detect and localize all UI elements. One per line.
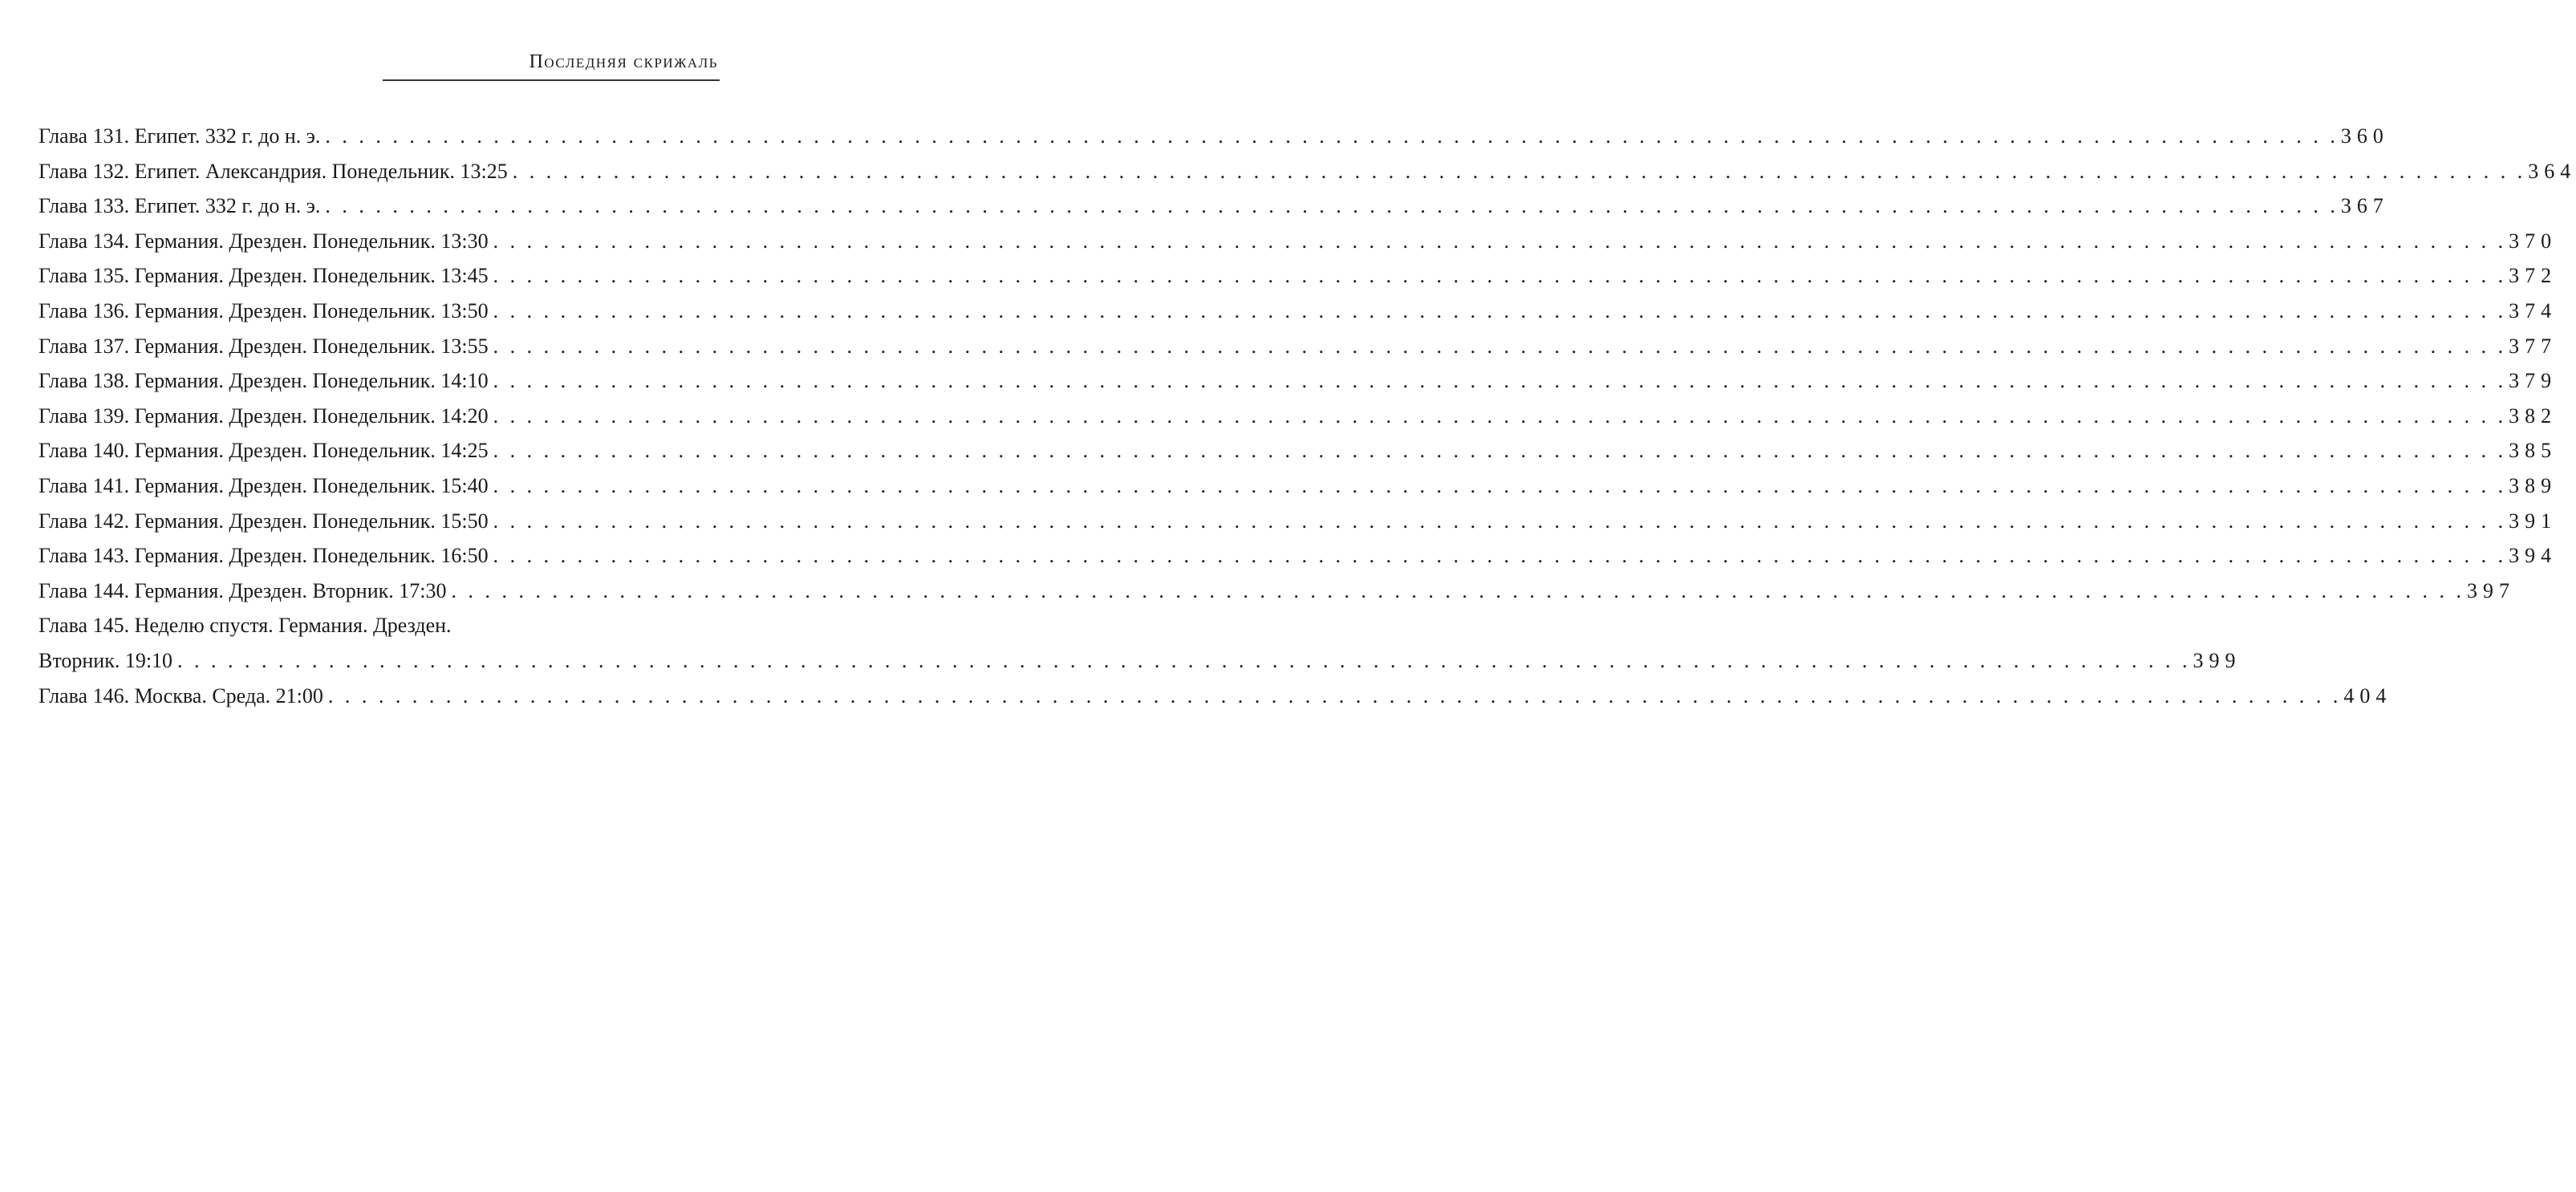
toc-entry-page: 382 xyxy=(2509,403,2558,428)
toc-entry xyxy=(39,332,2558,367)
toc-entry-page: 399 xyxy=(2193,648,2241,672)
toc-entry-title: Глава 144. Германия. Дрезден. Вторник. 17:30 xyxy=(39,578,447,602)
toc-entry xyxy=(39,682,2392,717)
toc-entry-title: Глава 145. Неделю спустя. Германия. Дрезден. xyxy=(39,614,452,638)
toc-entry-page: 385 xyxy=(2509,439,2558,463)
dot-leader: . . . . . . . . . . . . . . . . . . . . . . . . . . . . . . . . . . . . . . . . . . . . . . . . . . . . . . . . . . . . . . . . . . . . . . . . . . . . . . . . . . . . . . . . . . . . . . . . . . . . . . . . . . . . . . . . . . . . . . . . xyxy=(512,159,2526,183)
dot-leader: . . . . . . . . . . . . . . . . . . . . . . . . . . . . . . . . . . . . . . . . . . . . . . . . . . . . . . . . . . . . . . . . . . . . . . . . . . . . . . . . . . . . . . . . . . . . . . . . . . . . . . . . . . . . . . . . . . . . . . . . xyxy=(493,369,2507,393)
toc-entry-title: Глава 135. Германия. Дрезден. Понедельник. 13:45 xyxy=(39,264,489,288)
toc-entry-title: Глава 142. Германия. Дрезден. Понедельник. 15:50 xyxy=(39,509,489,533)
toc-entry-title: Глава 139. Германия. Дрезден. Понедельник. 14:20 xyxy=(39,403,489,428)
toc-entry-title: Глава 132. Египет. Александрия. Понедельник. 13:25 xyxy=(39,159,508,183)
toc-entry xyxy=(39,192,2389,227)
toc-entry-title: Глава 138. Германия. Дрезден. Понедельник. 14:10 xyxy=(39,369,489,393)
toc-entry-page: 379 xyxy=(2509,369,2558,393)
toc-entry-page: 397 xyxy=(2467,578,2515,602)
toc-entry xyxy=(39,262,2558,297)
toc-entry-page: 364 xyxy=(2528,159,2576,183)
table-of-contents xyxy=(39,122,2576,716)
toc-entry-title: Глава 137. Германия. Дрезден. Понедельник. 13:55 xyxy=(39,334,489,358)
dot-leader: . . . . . . . . . . . . . . . . . . . . . . . . . . . . . . . . . . . . . . . . . . . . . . . . . . . . . . . . . . . . . . . . . . . . . . . . . . . . . . . . . . . . . . . . . . . . . . . . . . . . . . . . . . . . . . . . . . . . . . . . xyxy=(493,334,2507,358)
dot-leader: . . . . . . . . . . . . . . . . . . . . . . . . . . . . . . . . . . . . . . . . . . . . . . . . . . . . . . . . . . . . . . . . . . . . . . . . . . . . . . . . . . . . . . . . . . . . . . . . . . . . . . . . . . . . . . . . . . . . . . . . xyxy=(493,509,2507,533)
toc-entry-title: Глава 146. Москва. Среда. 21:00 xyxy=(39,683,323,707)
toc-entry xyxy=(39,436,2558,472)
toc-entry-page: 404 xyxy=(2343,683,2392,707)
toc-entry-page: 389 xyxy=(2509,473,2558,497)
toc-entry-page: 367 xyxy=(2340,194,2389,218)
toc-entry-page: 374 xyxy=(2509,298,2558,322)
dot-leader: . . . . . . . . . . . . . . . . . . . . . . . . . . . . . . . . . . . . . . . . . . . . . . . . . . . . . . . . . . . . . . . . . . . . . . . . . . . . . . . . . . . . . . . . . . . . . . . . . . . . . . . . . . . . . . . . . . . . . . . . xyxy=(451,578,2464,602)
toc-entry-continuation xyxy=(39,647,2241,682)
toc-entry xyxy=(39,157,2576,193)
toc-entry-page: 370 xyxy=(2509,229,2558,253)
toc-entry-page: 372 xyxy=(2509,264,2558,288)
dot-leader: . . . . . . . . . . . . . . . . . . . . . . . . . . . . . . . . . . . . . . . . . . . . . . . . . . . . . . . . . . . . . . . . . . . . . . . . . . . . . . . . . . . . . . . . . . . . . . . . . . . . . . . . . . . . . . . . . . . . . . . . xyxy=(493,439,2507,463)
dot-leader: . . . . . . . . . . . . . . . . . . . . . . . . . . . . . . . . . . . . . . . . . . . . . . . . . . . . . . . . . . . . . . . . . . . . . . . . . . . . . . . . . . . . . . . . . . . . . . . . . . . . . . . . . . . . . . . . . . . . . . . . xyxy=(177,648,2191,672)
toc-entry xyxy=(39,611,727,647)
toc-entry-title: Глава 131. Египет. 332 г. до н. э. xyxy=(39,124,321,148)
toc-entry-page: 360 xyxy=(2340,124,2389,148)
dot-leader: . . . . . . . . . . . . . . . . . . . . . . . . . . . . . . . . . . . . . . . . . . . . . . . . . . . . . . . . . . . . . . . . . . . . . . . . . . . . . . . . . . . . . . . . . . . . . . . . . . . . . . . . . . . . . . . . . . . . . . . . xyxy=(325,124,2339,148)
toc-entry-page: 377 xyxy=(2509,334,2558,358)
dot-leader: . . . . . . . . . . . . . . . . . . . . . . . . . . . . . . . . . . . . . . . . . . . . . . . . . . . . . . . . . . . . . . . . . . . . . . . . . . . . . . . . . . . . . . . . . . . . . . . . . . . . . . . . . . . . . . . . . . . . . . . . xyxy=(493,544,2507,568)
toc-entry-title: Глава 143. Германия. Дрезден. Понедельник. 16:50 xyxy=(39,544,489,568)
dot-leader: . . . . . . . . . . . . . . . . . . . . . . . . . . . . . . . . . . . . . . . . . . . . . . . . . . . . . . . . . . . . . . . . . . . . . . . . . . . . . . . . . . . . . . . . . . . . . . . . . . . . . . . . . . . . . . . . . . . . . . . . xyxy=(493,473,2507,497)
dot-leader: . . . . . . . . . . . . . . . . . . . . . . . . . . . . . . . . . . . . . . . . . . . . . . . . . . . . . . . . . . . . . . . . . . . . . . . . . . . . . . . . . . . . . . . . . . . . . . . . . . . . . . . . . . . . . . . . . . . . . . . . xyxy=(493,229,2507,253)
running-head-title: Последняя скрижаль xyxy=(529,51,718,72)
toc-entry xyxy=(39,122,2389,157)
dot-leader: . . . . . . . . . . . . . . . . . . . . . . . . . . . . . . . . . . . . . . . . . . . . . . . . . . . . . . . . . . . . . . . . . . . . . . . . . . . . . . . . . . . . . . . . . . . . . . . . . . . . . . . . . . . . . . . . . . . . . . . . xyxy=(327,683,2342,707)
toc-entry xyxy=(39,227,2558,262)
toc-entry-title-continued: Вторник. 19:10 xyxy=(39,648,173,672)
dot-leader: . . . . . . . . . . . . . . . . . . . . . . . . . . . . . . . . . . . . . . . . . . . . . . . . . . . . . . . . . . . . . . . . . . . . . . . . . . . . . . . . . . . . . . . . . . . . . . . . . . . . . . . . . . . . . . . . . . . . . . . . xyxy=(493,264,2507,288)
toc-entry-title: Глава 141. Германия. Дрезден. Понедельник. 15:40 xyxy=(39,473,489,497)
toc-entry-page: 391 xyxy=(2509,509,2558,533)
toc-entry xyxy=(39,367,2558,402)
toc-entry xyxy=(39,507,2558,542)
toc-entry-title: Глава 136. Германия. Дрезден. Понедельник. 13:50 xyxy=(39,298,489,322)
toc-entry xyxy=(39,297,2558,332)
dot-leader: . . . . . . . . . . . . . . . . . . . . . . . . . . . . . . . . . . . . . . . . . . . . . . . . . . . . . . . . . . . . . . . . . . . . . . . . . . . . . . . . . . . . . . . . . . . . . . . . . . . . . . . . . . . . . . . . . . . . . . . . xyxy=(325,194,2339,218)
dot-leader: . . . . . . . . . . . . . . . . . . . . . . . . . . . . . . . . . . . . . . . . . . . . . . . . . . . . . . . . . . . . . . . . . . . . . . . . . . . . . . . . . . . . . . . . . . . . . . . . . . . . . . . . . . . . . . . . . . . . . . . . xyxy=(493,298,2507,322)
toc-entry-title: Глава 133. Египет. 332 г. до н. э. xyxy=(39,194,321,218)
header-rule xyxy=(383,79,720,81)
toc-entry xyxy=(39,541,2558,577)
toc-entry xyxy=(39,402,2558,437)
dot-leader: . . . . . . . . . . . . . . . . . . . . . . . . . . . . . . . . . . . . . . . . . . . . . . . . . . . . . . . . . . . . . . . . . . . . . . . . . . . . . . . . . . . . . . . . . . . . . . . . . . . . . . . . . . . . . . . . . . . . . . . . xyxy=(493,403,2507,428)
toc-entry-title: Глава 140. Германия. Дрезден. Понедельник. 14:25 xyxy=(39,439,489,463)
toc-entry xyxy=(39,577,2515,612)
toc-entry-page: 394 xyxy=(2509,544,2558,568)
toc-entry-title: Глава 134. Германия. Дрезден. Понедельник. 13:30 xyxy=(39,229,489,253)
toc-entry xyxy=(39,472,2558,507)
